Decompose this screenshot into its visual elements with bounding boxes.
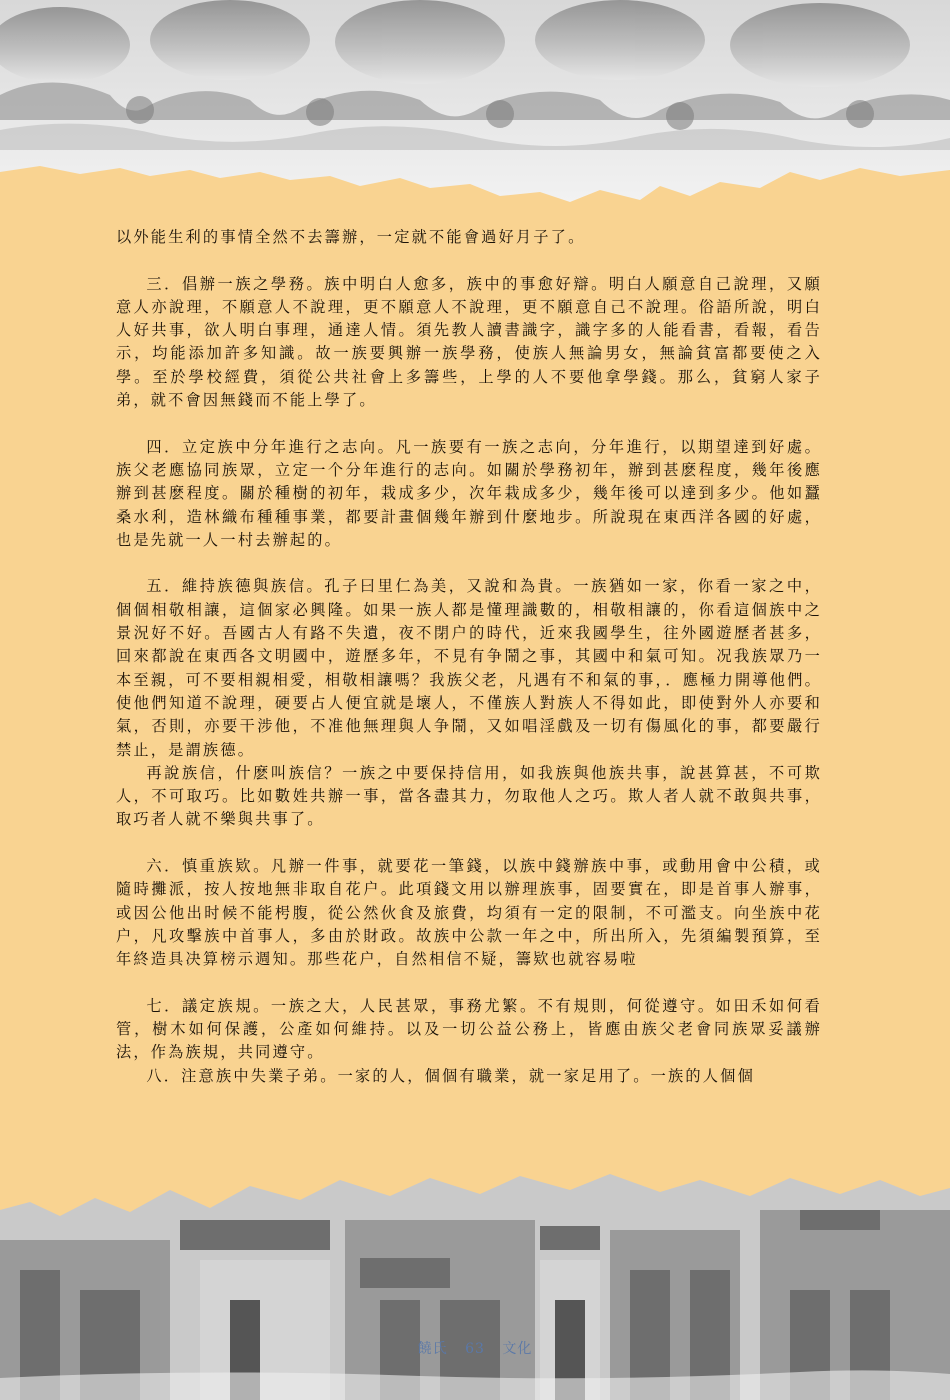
paragraph-section-5: 五．維持族德與族信。孔子曰里仁為美，又說和為貴。一族猶如一家，你看一家之中，個個相敬相讓，這個家必興隆。如果一族人都是懂理識數的，相敬相讓的，你看這個族中之景況好不好。吾國古人有路不失遺，夜不閉户的時代，近來我國學生，往外國遊歷者甚多，回來都說在東西各文明國中，遊歷多年，不見有争鬧之事，其國中和氣可知。况我族眾乃一本至親，可不要相親相愛，相敬相讓嗎？我族父老，凡遇有不和氣的事，．應極力開導他們。使他們知道不說理，硬要占人便宜就是壞人，不僅族人對族人不得如此，即使對外人亦要和氣，否則，亦要干涉他，不准他無理與人争鬧，又如唱淫戲及一切有傷風化的事，都要嚴行禁止，是謂族德。	[116, 577, 822, 759]
article-body	[116, 226, 822, 1088]
paragraph-continuation: 以外能生利的事情全然不去籌辦，一定就不能會過好月子了。	[116, 228, 586, 246]
page-number: 63	[465, 1341, 485, 1357]
street-photo-banner	[0, 1150, 950, 1400]
footer-left-label: 饒氏	[417, 1341, 448, 1357]
paragraph-section-7: 七．議定族規。一族之大，人民甚眾，事務尤繁。不有規則，何從遵守。如田禾如何看管，樹木如何保護，公產如何維持。以及一切公益公務上，皆應由族父老會同族眾妥議辦法，作為族規，共同遵守。	[116, 996, 822, 1062]
paragraph-section-5-cont: 再說族信，什麽叫族信？一族之中要保持信用，如我族與他族共事，說甚算甚，不可欺人，不可取巧。比如數姓共辦一事，當各盡其力，勿取他人之巧。欺人者人就不敢與共事，取巧者人就不樂與共事了。	[116, 763, 822, 829]
footer-right-label: 文化	[502, 1341, 533, 1357]
paragraph-section-8: 八．注意族中失業子弟。一家的人，個個有職業，就一家足用了。一族的人個個	[146, 1066, 755, 1085]
roof-tile-banner	[0, 0, 950, 215]
paragraph-section-4: 四．立定族中分年進行之志向。凡一族要有一族之志向，分年進行，以期望達到好處。族父老應協同族眾，立定一个分年進行的志向。如關於學務初年，辦到甚麽程度，幾年後應辦到甚麽程度。關於種樹的初年，栽成多少，次年栽成多少，幾年後可以達到多少。他如蠶桑水利，造林織布種種事業，都要計畫個幾年辦到什麼地步。所說現在東西洋各國的好處，也是先就一人一村去辦起的。	[116, 437, 822, 549]
paragraph-section-3: 三．倡辦一族之學務。族中明白人愈多，族中的事愈好辯。明白人願意自己說理，又願意人亦說理，不願意人不說理，更不願意人不說理，更不願意自己不說理。俗語所說，明白人好共事，欲人明白事理，通達人情。須先教人讀書識字，識字多的人能看書，看報，看告示，均能添加許多知識。故一族要興辦一族學務，使族人無論男女，無論貧富都要使之入學。至於學校經費，須從公共社會上多籌些，上學的人不要他拿學錢。那么，貧窮人家子弟，就不會因無錢而不能上學了。	[116, 274, 822, 410]
paragraph-section-6: 六．慎重族欵。凡辦一件事，就要花一筆錢，以族中錢辦族中事，或動用會中公積，或隨時攤派，按人按地無非取自花户。此項錢文用以辦理族事，固要實在，即是首事人辦事，或因公他出时候不能枵腹，從公然伙食及旅費，均須有一定的限制，不可濫支。向坐族中花户，凡攻擊族中首事人，多由於財政。故族中公款一年之中，所出所入，先須編製預算，至年終造具决算榜示週知。那些花户，自然相信不疑，籌欵也就容易啦	[116, 857, 822, 969]
page-footer	[0, 1338, 950, 1358]
